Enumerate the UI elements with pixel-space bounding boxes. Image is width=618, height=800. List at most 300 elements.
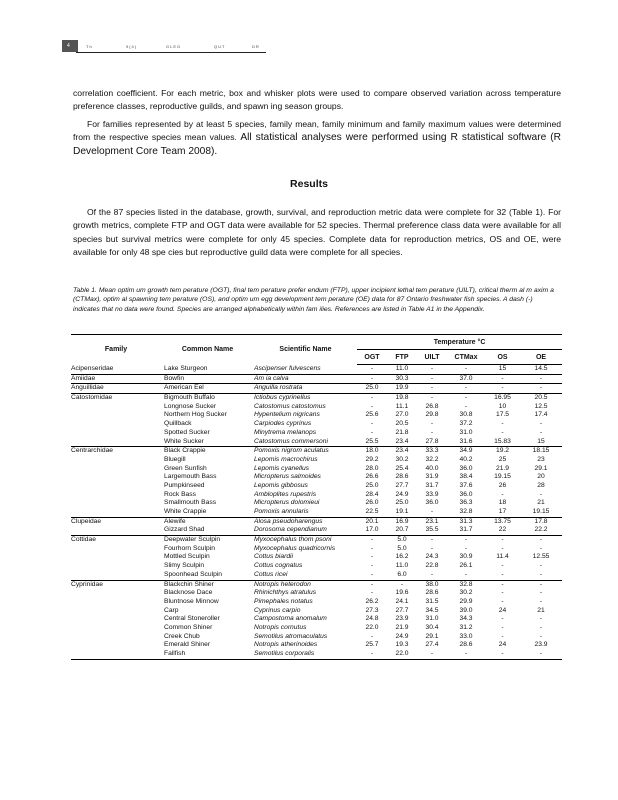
ogt-cell: - [370, 632, 374, 640]
oe-cell: 21 [537, 606, 545, 614]
family-cell [71, 598, 161, 607]
table-row [71, 456, 562, 465]
col-header-scientific-name: Scientific Name [254, 335, 357, 365]
common-name-cell: Creek Chub [164, 632, 200, 640]
common-name-cell: Spoonhead Sculpin [164, 570, 223, 578]
scientific-name-cell: Pimephales notatus [254, 597, 313, 605]
oe-cell: - [539, 570, 543, 578]
uilt-cell: - [430, 365, 434, 372]
ogt-cell: 28.0 [365, 464, 379, 472]
ctmax-cell: 30.9 [459, 553, 473, 561]
table-row [71, 536, 562, 545]
scientific-name-cell: Hypentelium nigricans [254, 411, 320, 419]
ftp-cell: 25.4 [395, 464, 409, 472]
os-cell: 21.9 [495, 464, 510, 472]
uilt-cell: 33.9 [425, 490, 439, 498]
ctmax-cell: 34.3 [459, 615, 473, 623]
ogt-cell: - [370, 562, 374, 570]
oe-cell: 12.55 [532, 553, 550, 561]
common-name-cell: Pumpkinseed [164, 481, 205, 489]
family-cell [71, 473, 161, 482]
table-row [71, 633, 562, 642]
ogt-cell: 29.2 [365, 455, 379, 463]
results-heading: Results [290, 178, 328, 190]
ogt-cell: 27.3 [365, 606, 379, 614]
ogt-cell: 22.0 [365, 623, 379, 631]
os-cell: 24 [498, 606, 507, 614]
ctmax-cell: 37.2 [459, 420, 473, 428]
ftp-cell: 24.9 [395, 632, 409, 640]
uilt-cell: 27.4 [425, 641, 439, 649]
ctmax-cell: 26.1 [459, 562, 473, 570]
ctmax-cell: 34.9 [447, 447, 485, 456]
ftp-cell: 16.2 [395, 553, 409, 561]
oe-cell: 19.15 [532, 508, 550, 515]
os-cell: - [501, 615, 504, 623]
ftp-cell: 19.8 [387, 394, 417, 403]
oe-cell: 15 [537, 437, 545, 445]
oe-cell: - [539, 420, 543, 428]
scientific-name-cell: Anguilla rostrata [254, 384, 357, 394]
uilt-cell: 36.0 [425, 499, 439, 507]
ftp-cell: - [387, 580, 417, 589]
ctmax-cell: 32.8 [447, 580, 485, 589]
ogt-cell: - [357, 394, 387, 403]
oe-cell: 29.1 [534, 464, 548, 472]
ogt-cell: 25.5 [365, 437, 379, 445]
scientific-name-cell: Cottus biardii [254, 553, 294, 561]
ftp-cell: 28.6 [395, 473, 409, 481]
oe-cell: 17.4 [534, 411, 548, 419]
table-row [71, 615, 562, 624]
os-cell: 11.4 [496, 553, 509, 561]
os-cell: - [501, 570, 504, 578]
uilt-cell: 31.7 [425, 481, 439, 489]
ftp-cell: 20.7 [395, 526, 409, 534]
oe-cell: 14.5 [534, 365, 548, 372]
uilt-cell: 33.3 [417, 447, 447, 456]
ctmax-cell: 37.6 [459, 481, 473, 489]
os-cell: - [501, 420, 504, 428]
ctmax-cell: 33.0 [459, 632, 473, 640]
ctmax-cell: 37.0 [447, 374, 485, 384]
uilt-cell: 27.8 [425, 437, 439, 445]
common-name-cell: Slimy Sculpin [164, 562, 205, 570]
scientific-name-cell: Minytrema melanops [254, 428, 317, 436]
ogt-cell: - [357, 374, 387, 384]
table-row [71, 429, 562, 438]
uilt-cell: 35.5 [425, 526, 439, 534]
uilt-cell: 38.0 [417, 580, 447, 589]
ogt-cell: 25.0 [357, 384, 387, 394]
common-name-cell: Black Crappie [161, 447, 254, 456]
ftp-cell: 21.8 [395, 428, 409, 436]
table-row [71, 438, 562, 447]
ctmax-cell: 29.9 [459, 597, 473, 605]
table-row [71, 624, 562, 633]
ctmax-cell: 31.7 [459, 526, 473, 534]
ogt-cell: 26.2 [365, 597, 379, 605]
uilt-cell: 31.5 [425, 597, 439, 605]
family-cell [71, 403, 161, 412]
table-row [71, 473, 562, 482]
oe-cell: 20.5 [520, 394, 562, 403]
uilt-cell: 32.2 [425, 455, 439, 463]
os-cell: - [485, 374, 520, 384]
ftp-cell: 11.0 [395, 562, 409, 570]
running-header-item: GLEG [166, 44, 182, 49]
os-cell: - [501, 623, 504, 631]
scientific-name-cell: Semotilus atromaculatus [254, 632, 328, 640]
oe-cell: 20 [537, 473, 545, 481]
common-name-cell: Rock Bass [164, 490, 196, 498]
paragraph-family-stats [73, 118, 561, 158]
os-cell: 16.95 [485, 394, 520, 403]
family-cell: Acipenseridae [71, 364, 114, 372]
scientific-name-cell: Catostomus commersoni [254, 437, 328, 445]
table-bottom-rule [71, 659, 562, 660]
os-cell: 15.83 [494, 437, 511, 445]
uilt-cell: 29.8 [425, 411, 439, 419]
uilt-cell: 26.8 [425, 402, 439, 410]
ctmax-cell: - [447, 384, 485, 394]
paragraph-r-software-text: All statistical analyses were performed using R statistical software (R Development Core Team 2008). [73, 132, 561, 157]
ftp-cell: 23.4 [395, 437, 409, 445]
common-name-cell: Bowfin [161, 374, 254, 384]
scientific-name-cell: Dorosoma cependianum [254, 526, 327, 534]
ctmax-cell: 31.2 [459, 623, 473, 631]
scientific-name-cell: Micropterus dolomieui [254, 499, 320, 507]
uilt-cell: 34.5 [425, 606, 439, 614]
uilt-cell: 40.0 [425, 464, 439, 472]
ctmax-cell: - [464, 570, 468, 578]
table-row [71, 545, 562, 554]
ctmax-cell: - [464, 544, 468, 552]
ftp-cell: 27.7 [395, 481, 409, 489]
scientific-name-cell: Myxocephalus quadricornis [254, 544, 336, 552]
ctmax-cell: - [447, 536, 485, 545]
oe-cell: - [520, 580, 562, 589]
scientific-name-cell: Cottus ricei [254, 570, 288, 578]
common-name-cell: Common Shiner [164, 623, 213, 631]
table-row [71, 571, 562, 580]
ogt-cell: - [370, 570, 374, 578]
ctmax-cell: 38.4 [459, 473, 473, 481]
oe-cell: 17.8 [520, 517, 562, 526]
ftp-cell: 25.0 [395, 499, 409, 507]
os-cell: - [501, 632, 504, 640]
ogt-cell: 26.0 [365, 499, 379, 507]
uilt-cell: 24.3 [425, 553, 439, 561]
table-row [71, 403, 562, 412]
family-cell: Anguillidae [71, 384, 161, 394]
family-cell [71, 456, 161, 465]
uilt-cell: - [430, 420, 434, 428]
ogt-cell: 26.6 [365, 473, 379, 481]
ctmax-cell: 39.0 [459, 606, 473, 614]
ftp-cell: 24.9 [395, 490, 409, 498]
page-number-block [62, 40, 78, 52]
oe-cell: - [539, 650, 543, 657]
family-cell [71, 491, 161, 500]
table-row [71, 482, 562, 491]
ctmax-cell: 36.3 [459, 499, 473, 507]
ftp-cell: 24.1 [395, 597, 409, 605]
ctmax-cell: 31.6 [459, 437, 473, 445]
oe-cell: 28 [537, 481, 545, 489]
scientific-name-cell: Pomoxis annularis [254, 508, 309, 515]
os-cell: 19.2 [485, 447, 520, 456]
family-cell: Amiidae [71, 374, 161, 384]
family-cell [71, 633, 161, 642]
scientific-name-cell: Pomoxis nigrom aculatus [254, 447, 357, 456]
ftp-cell: 19.6 [395, 589, 409, 597]
ctmax-cell: - [464, 365, 468, 372]
ftp-cell: 19.9 [387, 384, 417, 394]
family-cell [71, 571, 161, 580]
common-name-cell: American Eel [161, 384, 254, 394]
family-cell [71, 438, 161, 447]
ftp-cell: 27.0 [395, 411, 409, 419]
table-row [71, 465, 562, 474]
ftp-cell: 5.0 [397, 544, 407, 552]
oe-cell: - [520, 384, 562, 394]
ftp-cell: 23.4 [387, 447, 417, 456]
table-row [71, 598, 562, 607]
common-name-cell: Emerald Shiner [164, 641, 211, 649]
uilt-cell: 23.1 [417, 517, 447, 526]
uilt-cell: - [417, 374, 447, 384]
ogt-cell: 25.0 [365, 481, 379, 489]
uilt-cell: 22.8 [425, 562, 439, 570]
ogt-cell: - [357, 536, 387, 545]
uilt-cell: 28.6 [425, 589, 439, 597]
ctmax-cell: - [464, 402, 468, 410]
paragraph-correlation: correlation coefficient. For each metric, box and whisker plots were used to compare observed variation across temperature preference classes, reproductive guilds, and spawn ing season groups. [73, 88, 561, 112]
ogt-cell: - [370, 650, 374, 657]
ftp-cell: 20.5 [395, 420, 409, 428]
scientific-name-cell: Micropterus salmoides [254, 473, 321, 481]
ftp-cell: 6.0 [397, 570, 407, 578]
uilt-cell: - [430, 508, 434, 515]
oe-cell: 21 [537, 499, 545, 507]
ogt-cell: 25.7 [365, 641, 379, 649]
family-cell [71, 482, 161, 491]
os-cell: - [485, 536, 520, 545]
paragraph-family-stats-text: For families represented by at least 5 species, family mean, family minimum and family maximum values were determined from the respective species mean values. [73, 119, 561, 143]
common-name-cell: Blackchin Shiner [161, 580, 254, 589]
family-cell [71, 615, 161, 624]
common-name-cell: Fourhorn Sculpin [164, 544, 215, 552]
scientific-name-cell: Cottus cognatus [254, 562, 303, 570]
ogt-cell: 20.1 [357, 517, 387, 526]
common-name-cell: Quillback [164, 420, 192, 428]
os-cell: 15 [498, 365, 507, 372]
family-cell: Catostomidae [71, 394, 161, 403]
col-header-ogt: OGT [357, 350, 387, 365]
oe-cell: 23.9 [534, 641, 548, 649]
common-name-cell: Lake Sturgeon [164, 364, 208, 372]
os-cell: 19.15 [494, 473, 511, 481]
os-cell: - [485, 580, 520, 589]
os-cell: 17 [498, 508, 507, 515]
scientific-name-cell: Alosa pseudoharengus [254, 517, 357, 526]
family-cell [71, 641, 161, 650]
col-header-ctmax: CTMax [447, 350, 485, 365]
family-cell [71, 526, 161, 535]
table-row [71, 499, 562, 508]
table-row [71, 650, 562, 659]
uilt-cell: - [417, 394, 447, 403]
table-row [71, 411, 562, 420]
family-cell [71, 589, 161, 598]
oe-cell: 22.2 [534, 526, 548, 534]
uilt-cell: - [430, 544, 434, 552]
ftp-cell: 21.9 [395, 623, 409, 631]
common-name-cell: Bluegill [164, 455, 186, 463]
family-cell [71, 420, 161, 429]
scientific-name-cell: Ictiobus cyprinellus [254, 394, 357, 403]
ogt-cell: - [370, 402, 374, 410]
common-name-cell: Alewife [161, 517, 254, 526]
common-name-cell: Blacknose Dace [164, 589, 213, 597]
table-row [71, 607, 562, 616]
os-cell: 22 [498, 526, 507, 534]
scientific-name-cell: Ambloplites rupestris [254, 490, 317, 498]
os-cell: - [501, 562, 504, 570]
uilt-cell: 31.0 [425, 615, 439, 623]
ftp-cell: 11.1 [395, 402, 409, 410]
os-cell: - [501, 544, 504, 552]
table-row [71, 517, 562, 526]
table-row [71, 508, 562, 517]
os-cell: 17.5 [495, 411, 510, 419]
family-cell: Clupeidae [71, 517, 161, 526]
uilt-cell: - [430, 650, 434, 657]
ctmax-cell: 30.8 [459, 411, 473, 419]
scientific-name-cell: Catostomus catostomus [254, 402, 326, 410]
scientific-name-cell: Semotilus corporalis [254, 650, 315, 657]
table-row [71, 491, 562, 500]
table-row [71, 589, 562, 598]
running-header-item: QUT [214, 44, 226, 49]
scientific-name-cell: Am ia calva [254, 374, 357, 384]
oe-cell: - [539, 490, 543, 498]
header-rule [76, 52, 266, 53]
family-cell [71, 545, 161, 554]
uilt-cell: - [417, 536, 447, 545]
oe-cell: - [539, 615, 543, 623]
common-name-cell: Carp [164, 606, 179, 614]
os-cell: - [501, 597, 504, 605]
ogt-cell: 18.0 [357, 447, 387, 456]
oe-cell: - [539, 428, 543, 436]
ogt-cell: - [370, 544, 374, 552]
ogt-cell: - [370, 553, 374, 561]
ftp-cell: 23.9 [395, 615, 409, 623]
ftp-cell: 19.1 [395, 508, 409, 515]
os-cell: 18 [498, 499, 507, 507]
col-header-os: OS [485, 350, 520, 365]
family-cell: Centrarchidae [71, 447, 161, 456]
os-cell: - [501, 490, 504, 498]
ogt-cell: - [370, 420, 374, 428]
scientific-name-cell: Carpiodes cyprinus [254, 420, 312, 428]
running-header-item: Th [86, 44, 93, 49]
ogt-cell: 22.5 [365, 508, 379, 515]
table-row [71, 365, 562, 375]
common-name-cell: Deepwater Sculpin [161, 536, 254, 545]
common-name-cell: Spotted Sucker [164, 428, 210, 436]
ftp-cell: 19.3 [395, 641, 409, 649]
table-row [71, 526, 562, 535]
ftp-cell: 5.0 [387, 536, 417, 545]
family-cell: Cottidae [71, 536, 161, 545]
ctmax-cell: - [464, 650, 468, 657]
ftp-cell: 30.3 [387, 374, 417, 384]
col-header-ftp: FTP [387, 350, 417, 365]
uilt-cell: - [430, 570, 434, 578]
os-cell: - [485, 384, 520, 394]
uilt-cell: - [417, 384, 447, 394]
oe-cell: - [539, 544, 543, 552]
paragraph-results: Of the 87 species listed in the database, growth, survival, and reproduction metric data were complete for 32 (Table 1). For growth metrics, complete FTP and OGT data were available for 52 species. Thermal preference class data were available for all species but survival metrics were complete for only 45 species. Complete data for reproduction metrics, OS and OE, were available for only 48 spe cies but reproductive guild data were complete for all species. [73, 207, 561, 257]
family-cell [71, 607, 161, 616]
uilt-cell: 30.4 [425, 623, 439, 631]
ogt-cell: - [370, 428, 374, 436]
common-name-cell: Longnose Sucker [164, 402, 217, 410]
family-cell [71, 499, 161, 508]
family-cell [71, 624, 161, 633]
family-cell [71, 553, 161, 562]
family-cell [71, 411, 161, 420]
ctmax-cell: 31.0 [459, 428, 473, 436]
ctmax-cell: 31.3 [447, 517, 485, 526]
ftp-cell: 27.7 [395, 606, 409, 614]
ctmax-cell: 32.8 [459, 508, 473, 515]
os-cell: 26 [498, 481, 507, 489]
os-cell: 24 [498, 641, 507, 649]
oe-cell: - [520, 374, 562, 384]
common-name-cell: Gizzard Shad [164, 526, 205, 534]
common-name-cell: Northern Hog Sucker [164, 411, 227, 419]
family-cell [71, 465, 161, 474]
table-row [71, 374, 562, 384]
ogt-cell: 25.6 [365, 411, 379, 419]
scientific-name-cell: Ascipenser fulvescens [254, 364, 321, 372]
ogt-cell: 28.4 [365, 490, 379, 498]
os-cell: - [501, 589, 504, 597]
oe-cell: 18.15 [520, 447, 562, 456]
common-name-cell: Central Stoneroller [164, 615, 220, 623]
scientific-name-cell: Notropis cornutus [254, 623, 307, 631]
col-header-oe: OE [520, 350, 562, 365]
os-cell: 25 [498, 455, 507, 463]
scientific-name-cell: Campostoma anomalum [254, 615, 327, 623]
col-header-common-name: Common Name [161, 335, 254, 365]
oe-cell: - [539, 623, 543, 631]
ftp-cell: 11.0 [395, 365, 409, 372]
common-name-cell: Smallmouth Bass [164, 499, 217, 507]
uilt-cell: 31.9 [425, 473, 439, 481]
ftp-cell: 30.2 [395, 455, 409, 463]
family-cell [71, 650, 161, 659]
table-row [71, 641, 562, 650]
running-header [62, 40, 262, 52]
os-cell: - [501, 650, 504, 657]
common-name-cell: Largemouth Bass [164, 473, 217, 481]
table-row [71, 553, 562, 562]
